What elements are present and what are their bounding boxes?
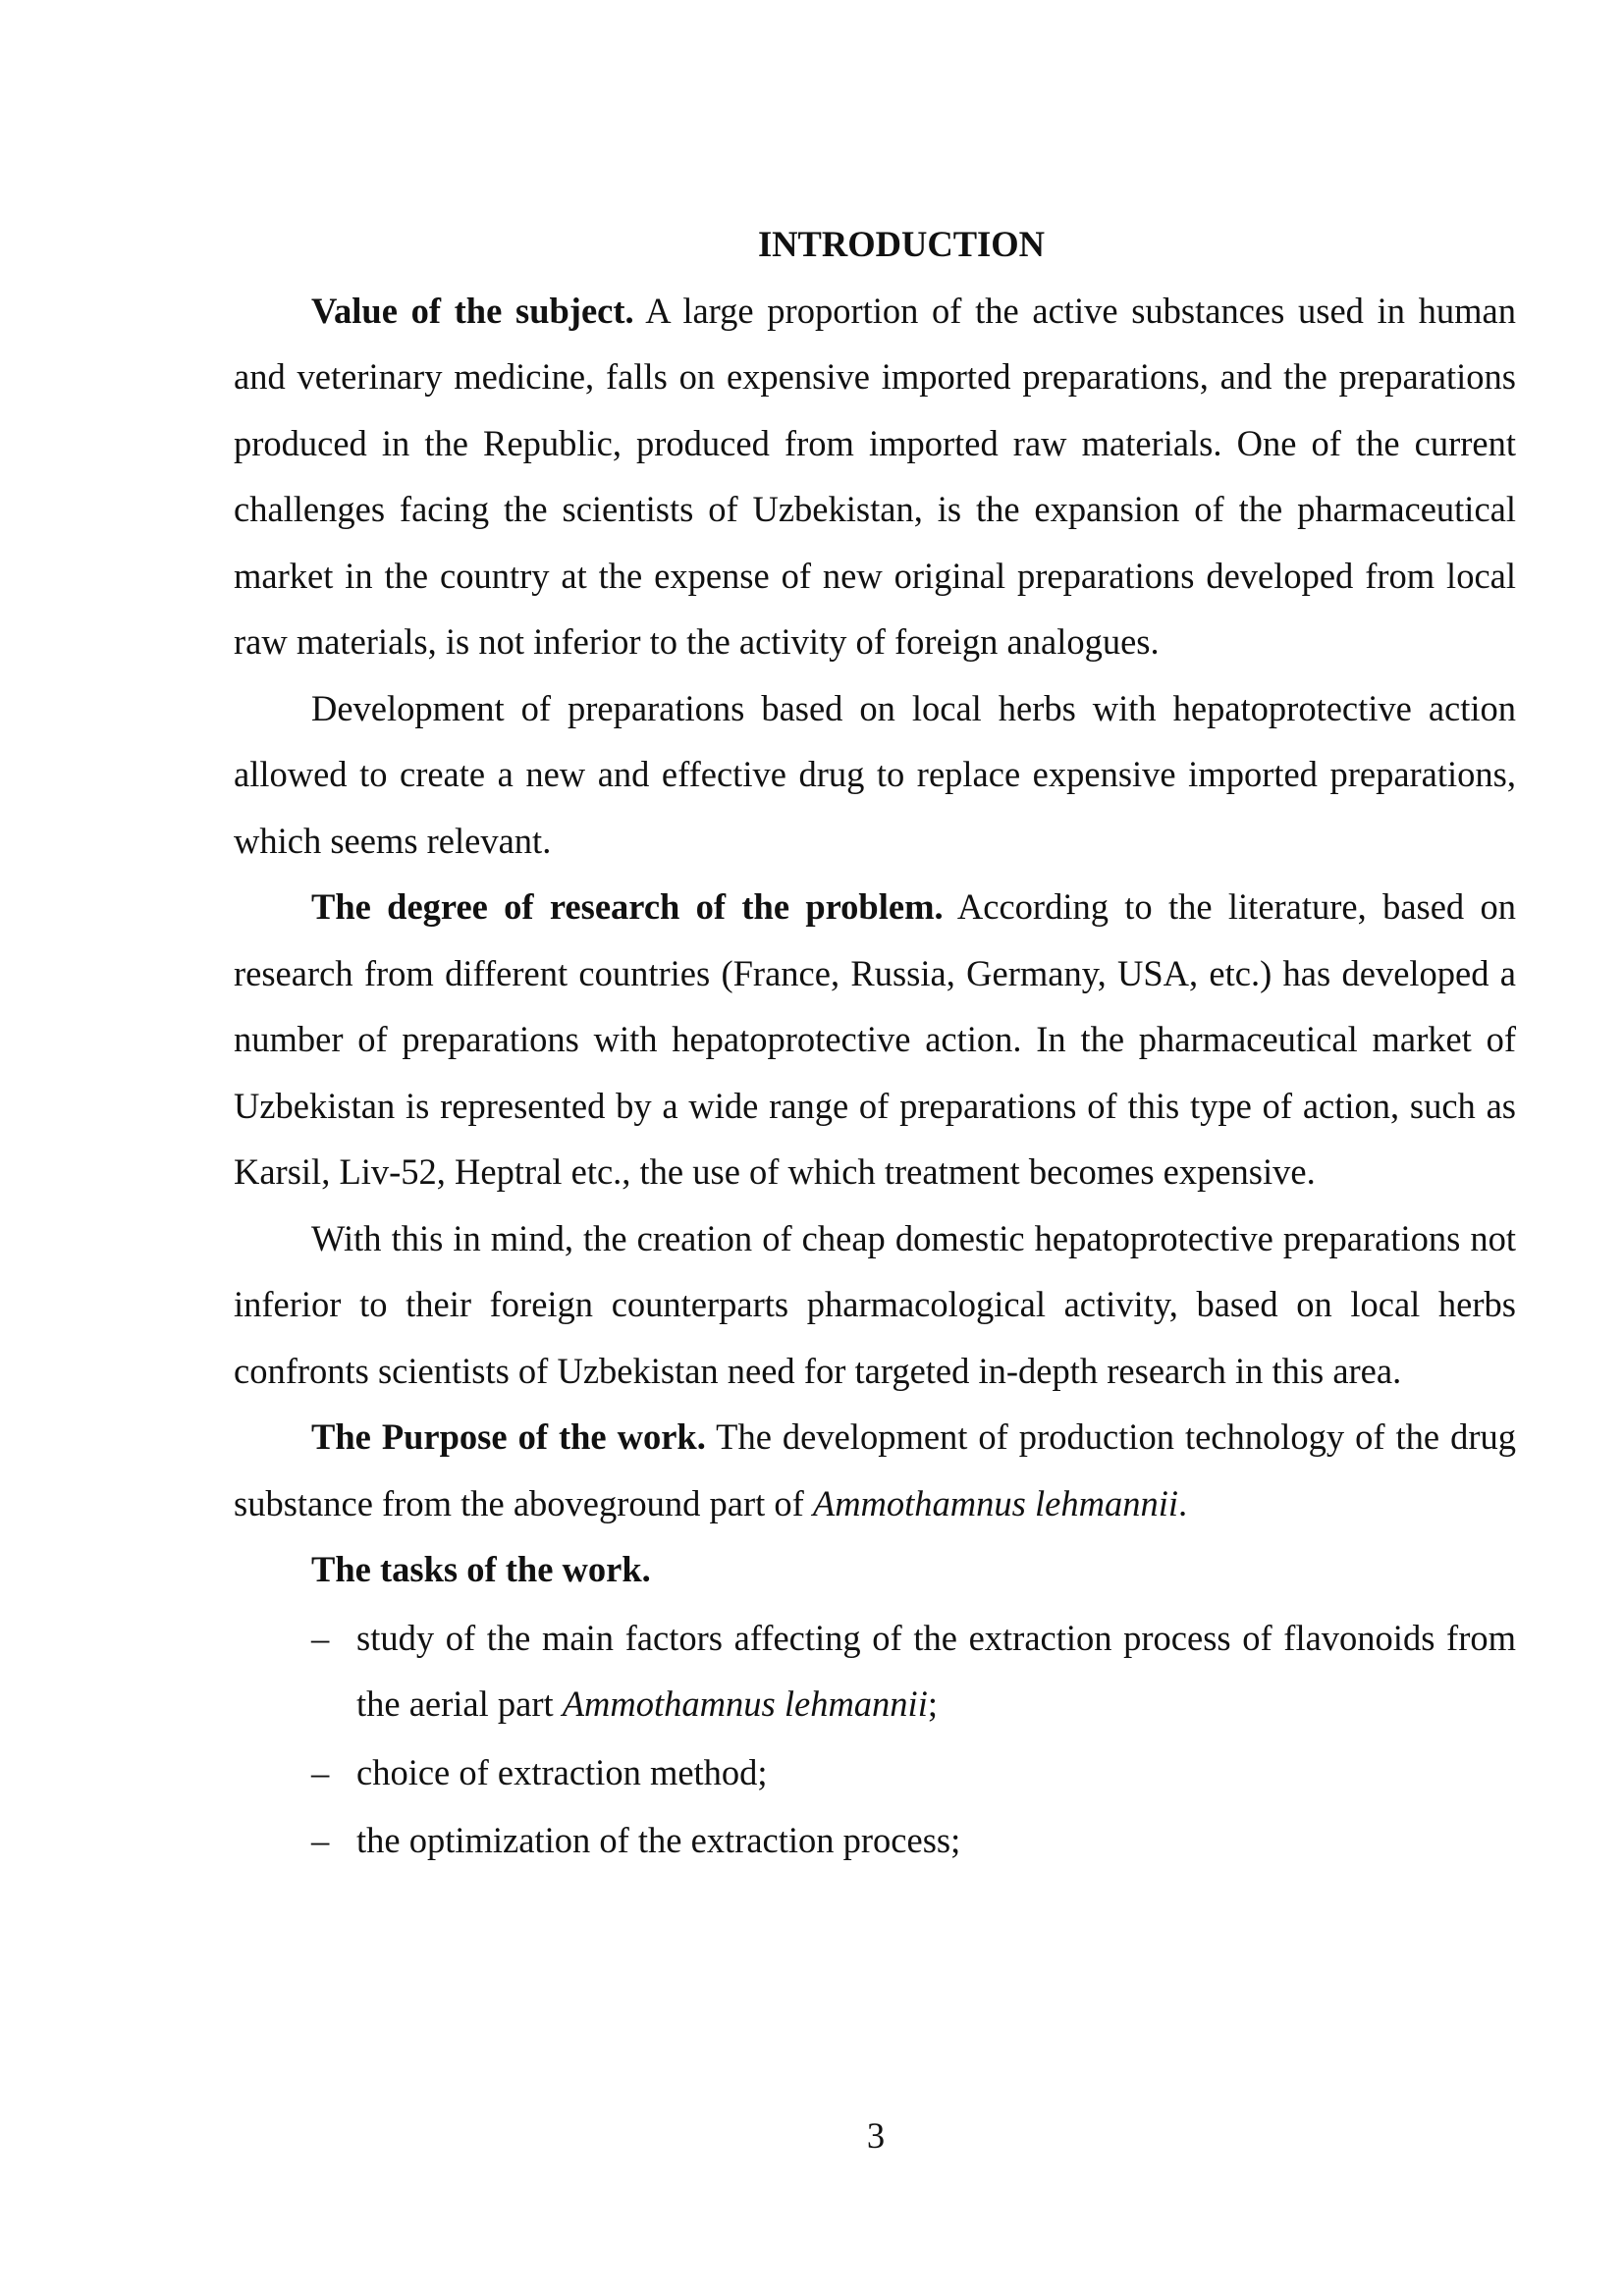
list-item-text: choice of extraction method;: [356, 1751, 768, 1792]
page-number: 3: [866, 2115, 886, 2156]
list-item: [234, 1739, 1516, 1806]
page-title: INTRODUCTION: [757, 224, 1046, 264]
list-item: [234, 1807, 1516, 1874]
paragraph-text: The development of production technology of the drug substance from the aboveground part of: [234, 1416, 1516, 1523]
list-item-end: ;: [927, 1683, 938, 1724]
paragraph-development: Development of preparations based on local herbs with hepatoprotective action allowed to create a new and effective drug to replace expensive imported preparations, which seems relevant.: [234, 687, 1516, 861]
paragraph-text: According to the literature, based on research from different countries (France, Russia, Germany, USA, etc.) has developed a number of preparations with hepatoprotective action. In the pharmaceutical market of Uzbekistan is represented by a wide range of preparations of this type of action, such as Karsil, Liv-52, Heptral etc., the use of which treatment becomes expensive.: [234, 886, 1516, 1192]
paragraph-degree-of-research: [234, 874, 1516, 1205]
list-item-text: the optimization of the extraction process;: [356, 1820, 961, 1860]
list-item: [234, 1605, 1516, 1737]
paragraph-text: A large proportion of the active substances used in human and veterinary medicine, falls on expensive imported preparations, and the preparations produced in the Republic, produced from imported raw materials. One of the current challenges facing the scientists of Uzbekistan, is the expansion of the pharmaceutical market in the country at the expense of new original preparations developed from local raw materials, is not inferior to the activity of foreign analogues.: [234, 290, 1516, 662]
paragraph-end: .: [1177, 1482, 1188, 1523]
species-name: Ammothamnus lehmannii: [812, 1482, 1178, 1523]
page-content: [234, 211, 1516, 1876]
paragraph-lead: The tasks of the work.: [311, 1549, 651, 1589]
paragraph-lead: The degree of research of the problem.: [311, 886, 944, 927]
dash-bullet: –: [311, 1617, 330, 1658]
paragraph-with-this-in-mind: With this in mind, the creation of cheap domestic hepatoprotective preparations not inferior to their foreign counterparts pharmacological activity, based on local herbs confronts scientists of Uzbekistan need for targeted in-depth research in this area.: [234, 1217, 1516, 1391]
paragraph-lead: The Purpose of the work.: [311, 1416, 706, 1457]
paragraph-value-of-subject: [234, 278, 1516, 675]
dash-bullet: –: [311, 1751, 330, 1792]
dash-bullet: –: [311, 1820, 330, 1860]
paragraph-tasks-heading: [234, 1536, 1516, 1603]
tasks-list: [234, 1605, 1516, 1874]
paragraph-purpose: [234, 1404, 1516, 1536]
paragraph-lead: Value of the subject.: [311, 290, 634, 331]
species-name: Ammothamnus lehmannii: [562, 1683, 928, 1724]
list-item-text: study of the main factors affecting of the extraction process of flavonoids from the aerial part: [356, 1617, 1516, 1724]
